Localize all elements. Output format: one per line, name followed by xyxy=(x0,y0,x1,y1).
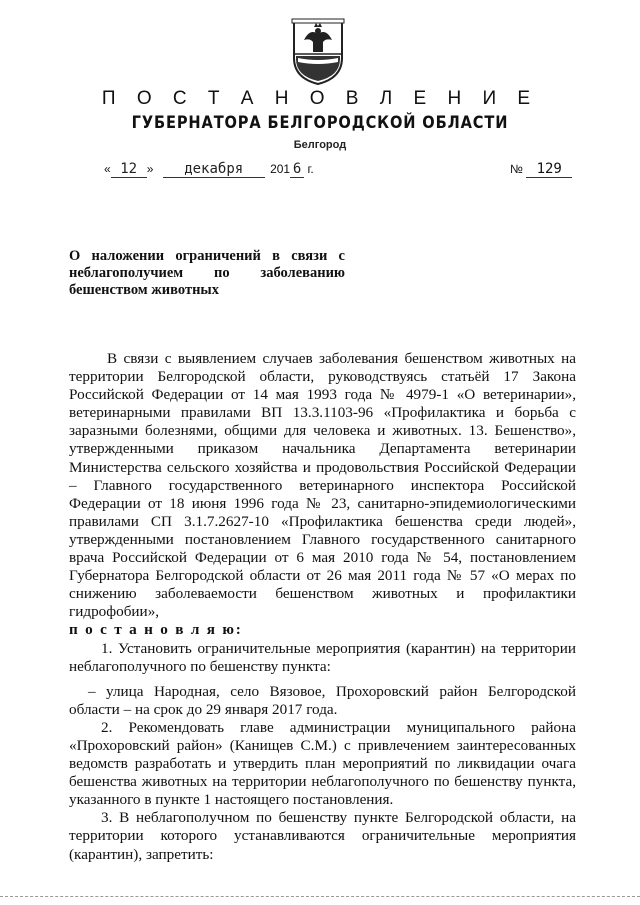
preamble-paragraph: В связи с выявлением случаев заболевания бешенством животных на территории Белгородской области, руководствуясь статьёй 17 Закона Российской Федерации от 14 мая 1993 года № 4979-1 «О ветеринарии», ветеринарными правилами ВП 13.3.1103-96 «Профилактика и борьба с заразными болезнями, общими для человека и животных. 13. Бешенство», утвержденными приказом начальника Департамента ветеринарии Министерства сельского хозяйства и продовольствия Российской Федерации – Главного государственного ветеринарного инспектора Российской Федерации от 18 июня 1996 года № 23, санитарно-эпидемиологическими правилами СП 3.1.7.2627-10 «Профилактика бешенства среди людей», утвержденными постановлением Главного государственного санитарного врача Российской Федерации от 6 мая 2010 года № 54, постановлением Губернатора Белгородской области от 26 мая 2011 года № 57 «О мерах по снижению заболеваемости бешенством животных и профилактики гидрофобии», xyxy=(69,350,576,621)
decree-word: п о с т а н о в л я ю: xyxy=(69,621,243,639)
date-year-suffix: 6 xyxy=(290,162,304,178)
date-quote-close: » xyxy=(146,162,154,176)
document-number xyxy=(510,162,572,178)
item-3-paragraph: 3. В неблагополучном по бешенству пункте Белгородской области, на территории которого устанавливаются ограничительные мероприятия (карантин), запретить: xyxy=(69,809,576,863)
document-date xyxy=(104,162,314,178)
item-1-paragraph: 1. Установить ограничительные мероприятия (карантин) на территории неблагополучного по бешенству пункта: xyxy=(69,639,576,675)
number-label: № xyxy=(510,162,523,176)
document-type-title: П О С Т А Н О В Л Е Н И Е xyxy=(101,88,539,109)
page-bottom-edge xyxy=(0,896,640,899)
document-subject: О наложении ограничений в связи с неблагополучием по заболеванию бешенством животных xyxy=(69,248,345,298)
date-year-unit: г. xyxy=(307,162,314,176)
date-quote-open: « xyxy=(104,162,111,176)
number-value: 129 xyxy=(526,162,572,178)
issuer-title: ГУБЕРНАТОРА БЕЛГОРОДСКОЙ ОБЛАСТИ xyxy=(131,113,509,133)
item-1-dash-paragraph: – улица Народная, село Вязовое, Прохоровский район Белгородской области – на срок до 29 января 2017 года. xyxy=(69,682,576,718)
date-year-prefix: 201 xyxy=(270,162,291,176)
document-body xyxy=(69,350,576,864)
coat-of-arms-emblem xyxy=(290,18,346,86)
date-month: декабря xyxy=(163,162,265,178)
date-day: 12 xyxy=(111,162,147,178)
item-2-paragraph: 2. Рекомендовать главе администрации муниципального района «Прохоровский район» (Канищев С.М.) с привлечением заинтересованных ведомств разработать и утвердить план мероприятий по ликвидации очага бешенства животных на территории неблагополучного по бешенству пункта, указанного в пункте 1 настоящего постановления. xyxy=(69,718,576,809)
city-label: Белгород xyxy=(293,139,347,151)
